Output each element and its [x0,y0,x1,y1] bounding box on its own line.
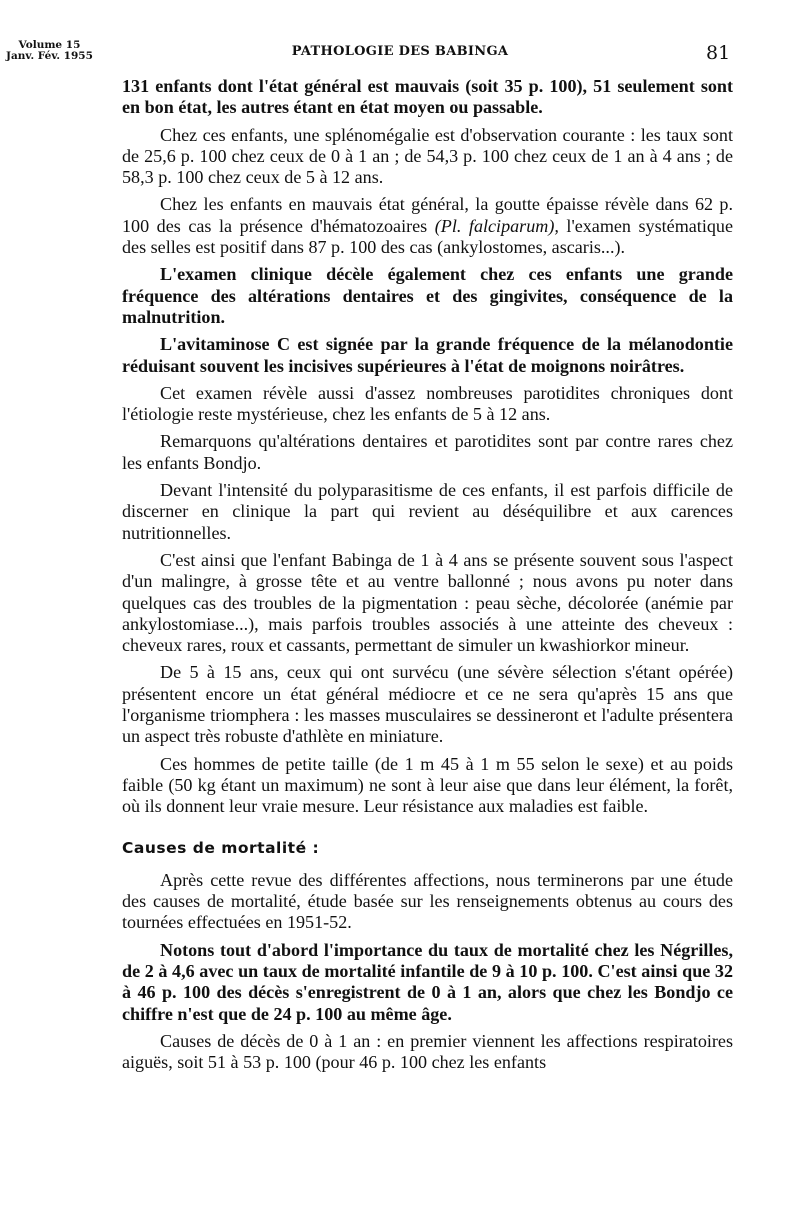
paragraph-text: l'examen systématique des selles est positif dans 87 p. 100 des cas (ankylostomes, ascaris...). [122,215,733,258]
paragraph: 131 enfants dont l'état général est mauvais (soit 35 p. 100), 51 seulement sont en bon état, les autres étant en état moyen ou passable. [122,76,733,118]
article-body [122,76,733,1079]
paragraph-text: Chez les enfants en mauvais état général, la goutte épaisse révèle dans 62 p. 100 des cas la présence d'hématozoaires [122,194,733,236]
section-heading: Causes de mortalité : [122,838,320,857]
paragraph: Remarquons qu'altérations dentaires et parotidites sont par contre rares chez les enfants Bondjo. [122,431,733,473]
paragraph: Ces hommes de petite taille (de 1 m 45 à 1 m 55 selon le sexe) et au poids faible (50 kg étant un maximum) ne sont à leur aise que dans leur élément, la forêt, où ils donnent leur vraie mesure. Leur résistance aux maladies est faible. [122,753,733,817]
paragraph: Devant l'intensité du polyparasitisme de ces enfants, il est parfois difficile de discerner en clinique la part qui revient au déséquilibre et aux carences nutritionnelles. [122,480,733,543]
paragraph: Chez ces enfants, une splénomégalie est d'observation courante : les taux sont de 25,6 p. 100 chez ceux de 0 à 1 an ; de 54,3 p. 100 chez ceux de 1 an à 4 ans ; de 58,3 p. 100 chez ceux de 5 à 12 ans. [122,124,733,188]
paragraph: De 5 à 15 ans, ceux qui ont survécu (une sévère sélection s'étant opérée) présentent encore un état général médiocre et ce ne sera qu'après 15 ans que l'organisme triomphera : les masses musculaires se dessineront et l'adulte présentera un aspect très robuste d'athlète en miniature. [122,662,733,747]
paragraph [122,194,733,258]
issue-date: Janv. Fév. 1955 [6,50,93,62]
running-title: PATHOLOGIE DES BABINGA [291,44,509,59]
paragraph: L'examen clinique décèle également chez ces enfants une grande fréquence des altérations dentaires et des gingivites, conséquence de la malnutrition. [122,264,733,327]
paragraph: L'avitaminose C est signée par la grande fréquence de la mélanodontie réduisant souvent les incisives supérieures à l'état de moignons noirâtres. [122,334,733,376]
species-name: (Pl. falciparum), [434,215,559,236]
paragraph: Après cette revue des différentes affections, nous terminerons par une étude des causes de mortalité, étude basée sur les renseignements obtenus au cours des tournées effectuées en 1951-52. [122,869,733,933]
paragraph: C'est ainsi que l'enfant Babinga de 1 à 4 ans se présente souvent sous l'aspect d'un malingre, à grosse tête et au ventre ballonné ; nous avons pu noter dans quelques cas des troubles de la pigmentation : peau sèche, décolorée (anémie par ankylostomiase...), mais parfois troubles associés à une atteinte des cheveux : cheveux rares, roux et cassants, permettant de simuler un kwashiorkor mineur. [122,549,733,656]
paragraph: Notons tout d'abord l'importance du taux de mortalité chez les Négrilles, de 2 à 4,6 avec un taux de mortalité infantile de 9 à 10 p. 100. C'est ainsi que 32 à 46 p. 100 des décès s'enregistrent de 0 à 1 an, alors que chez les Bondjo ce chiffre n'est que de 24 p. 100 au même âge. [122,939,733,1024]
paragraph: Cet examen révèle aussi d'assez nombreuses parotidites chroniques dont l'étiologie reste mystérieuse, chez les enfants de 5 à 12 ans. [122,382,733,425]
page-number: 81 [706,42,731,64]
volume-number: Volume 15 [18,39,81,51]
paragraph: Causes de décès de 0 à 1 an : en premier viennent les affections respiratoires aiguës, soit 51 à 53 p. 100 (pour 46 p. 100 chez les enfants [122,1030,733,1073]
